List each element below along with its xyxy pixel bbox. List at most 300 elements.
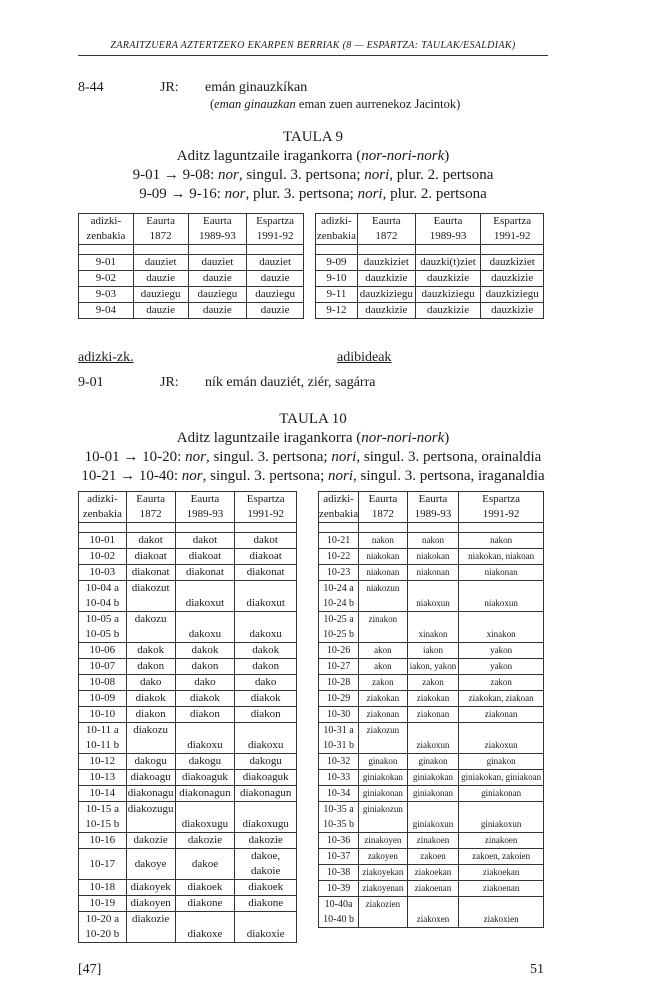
form-number bbox=[79, 896, 127, 912]
form-value: diakonagun bbox=[240, 787, 292, 799]
form-cell bbox=[359, 786, 408, 802]
table-row bbox=[79, 303, 304, 319]
form-cell bbox=[359, 770, 408, 786]
table10-line2 bbox=[78, 448, 548, 467]
form-number bbox=[79, 707, 127, 723]
form-value: giniakoxun bbox=[480, 819, 522, 829]
form-cell bbox=[175, 754, 235, 770]
note-italic: eman ginauzkan bbox=[214, 97, 296, 111]
table-row bbox=[319, 754, 544, 770]
column-header bbox=[133, 214, 188, 245]
column-header-line2: 1989-93 bbox=[414, 508, 452, 520]
form-value: diakoaguk bbox=[182, 771, 228, 783]
form-cell: dauzkizie bbox=[415, 271, 481, 287]
t10-l3d: nori bbox=[328, 468, 354, 484]
form-value: ziakokan, ziakoan bbox=[468, 693, 534, 703]
form-number-line: 10-31 a bbox=[323, 725, 354, 736]
form-cell bbox=[459, 770, 544, 786]
form-cell bbox=[175, 770, 235, 786]
form-cell: dauzie bbox=[247, 271, 304, 287]
t9-l3b: nor bbox=[224, 186, 246, 202]
column-header bbox=[359, 492, 408, 523]
form-number: 9-02 bbox=[79, 271, 134, 287]
form-cell bbox=[407, 549, 458, 565]
form-value: niakozun bbox=[366, 583, 400, 593]
table-row bbox=[79, 833, 297, 849]
form-number-line: 10-15 b bbox=[85, 818, 120, 830]
form-cell: dauzkizie bbox=[415, 303, 481, 319]
subhead-adibideak: adibideak bbox=[337, 350, 392, 365]
form-value: diakoxie bbox=[246, 928, 285, 940]
table-row bbox=[319, 565, 544, 581]
form-cell bbox=[175, 581, 235, 612]
form-cell bbox=[407, 723, 458, 754]
column-header bbox=[357, 214, 415, 245]
form-value: ziakokan bbox=[366, 693, 400, 703]
form-number-line: 10-18 bbox=[89, 881, 116, 893]
form-value: diakozu bbox=[133, 724, 169, 736]
form-cell bbox=[459, 659, 544, 675]
form-number-line: 10-40a bbox=[324, 899, 353, 910]
form-value: ziakoxen bbox=[416, 914, 450, 924]
form-value: dakogu bbox=[134, 755, 167, 767]
form-value: diakoat bbox=[134, 550, 167, 562]
column-header-line1: Eaurta bbox=[203, 215, 232, 227]
form-cell bbox=[459, 849, 544, 865]
form-number bbox=[79, 691, 127, 707]
t9-l2c: , singul. 3. pertsona; bbox=[238, 167, 365, 183]
form-cell bbox=[235, 770, 297, 786]
column-header bbox=[79, 214, 134, 245]
form-number-line: 10-26 bbox=[326, 645, 351, 656]
table-row bbox=[79, 770, 297, 786]
table10-right bbox=[318, 491, 544, 928]
column-header-line1: Eaurta bbox=[433, 215, 463, 227]
form-number-line: 10-25 a bbox=[323, 614, 354, 625]
form-value: diakoxu bbox=[187, 739, 223, 751]
table-spacer-row bbox=[319, 523, 544, 533]
spacer-cell bbox=[175, 523, 235, 533]
form-value: dakozie bbox=[248, 834, 283, 846]
form-value: ziakonan bbox=[416, 709, 450, 719]
form-cell bbox=[407, 707, 458, 723]
form-number bbox=[319, 581, 359, 612]
form-number bbox=[319, 802, 359, 833]
form-number-line: 10-23 bbox=[326, 567, 351, 578]
form-cell bbox=[235, 581, 297, 612]
form-number-line: 10-35 b bbox=[323, 819, 354, 830]
table-row bbox=[316, 271, 544, 287]
form-cell bbox=[359, 754, 408, 770]
spacer-cell bbox=[415, 245, 481, 255]
column-header bbox=[319, 492, 359, 523]
column-header bbox=[481, 214, 544, 245]
form-number-line: 10-06 bbox=[89, 644, 116, 656]
form-number-line: 10-27 bbox=[326, 661, 351, 672]
column-header-line1: Espartza bbox=[482, 493, 521, 505]
table-row bbox=[319, 786, 544, 802]
form-value: dakon bbox=[252, 660, 280, 672]
form-cell bbox=[407, 897, 458, 928]
form-cell: dauziet bbox=[247, 255, 304, 271]
form-value: giniakozun bbox=[362, 804, 403, 814]
form-cell bbox=[459, 833, 544, 849]
form-value: dakoe, dakoie bbox=[251, 850, 281, 877]
t10-l2e: , singul. 3. pertsona, orainaldia bbox=[356, 449, 542, 465]
form-value: diakon bbox=[189, 708, 220, 720]
form-value: ziakonan bbox=[366, 709, 400, 719]
form-value: diakozie bbox=[132, 913, 170, 925]
table-row bbox=[319, 770, 544, 786]
form-value: xinakon bbox=[418, 629, 448, 639]
subhead-adizki: adizki-zk. bbox=[78, 350, 134, 365]
form-number bbox=[79, 723, 127, 754]
form-value: diakoek bbox=[187, 881, 223, 893]
form-cell bbox=[459, 881, 544, 897]
column-header-line1: adizki- bbox=[87, 493, 118, 505]
form-value: yakon bbox=[490, 661, 513, 671]
form-cell bbox=[459, 612, 544, 643]
form-cell bbox=[126, 754, 175, 770]
note-open: ( bbox=[210, 97, 215, 111]
t9-l3d: nori bbox=[357, 186, 383, 202]
form-number bbox=[79, 675, 127, 691]
form-cell bbox=[126, 691, 175, 707]
form-number bbox=[79, 880, 127, 896]
form-cell bbox=[235, 849, 297, 880]
column-header-line2: 1991-92 bbox=[247, 508, 284, 520]
column-header bbox=[175, 492, 235, 523]
form-number bbox=[79, 912, 127, 943]
form-number-line: 10-11 b bbox=[85, 739, 120, 751]
column-header-line1: Eaurta bbox=[190, 493, 220, 505]
form-cell bbox=[235, 912, 297, 943]
form-number bbox=[79, 849, 127, 880]
note-rest: eman zuen aurrenekoz Jacintok) bbox=[295, 97, 461, 111]
table-row bbox=[319, 581, 544, 612]
form-value: diakone bbox=[187, 897, 223, 909]
form-number-line: 10-36 bbox=[326, 835, 351, 846]
form-value: dakot bbox=[253, 534, 278, 546]
form-value: diakok bbox=[250, 692, 281, 704]
form-number bbox=[319, 549, 359, 565]
form-value: diakoyen bbox=[130, 897, 171, 909]
table-row bbox=[319, 659, 544, 675]
form-number-line: 10-04 b bbox=[85, 597, 120, 609]
t10-l3a: 10-21 → 10-40: bbox=[81, 468, 182, 484]
form-value: diakok bbox=[189, 692, 220, 704]
form-cell bbox=[359, 802, 408, 833]
form-cell bbox=[459, 533, 544, 549]
table-row bbox=[319, 643, 544, 659]
table-row bbox=[79, 675, 297, 691]
form-value: diakoxugu bbox=[242, 818, 289, 830]
form-cell bbox=[407, 533, 458, 549]
spacer-cell bbox=[247, 245, 304, 255]
t10-l3b: nor bbox=[181, 468, 203, 484]
form-cell bbox=[235, 880, 297, 896]
table10-heading bbox=[78, 410, 548, 486]
form-cell bbox=[175, 549, 235, 565]
form-cell bbox=[359, 865, 408, 881]
table-row bbox=[79, 643, 297, 659]
form-value: dakot bbox=[138, 534, 163, 546]
form-number-line: 10-31 b bbox=[323, 740, 354, 751]
t9-l3c: , plur. 3. pertsona; bbox=[245, 186, 358, 202]
form-number-line: 10-05 b bbox=[85, 628, 120, 640]
form-cell bbox=[126, 581, 175, 612]
form-cell bbox=[175, 786, 235, 802]
column-header bbox=[459, 492, 544, 523]
form-cell bbox=[126, 880, 175, 896]
form-value: giniakoxun bbox=[412, 819, 454, 829]
form-number bbox=[319, 770, 359, 786]
form-number bbox=[79, 786, 127, 802]
column-header-line2: 1991-92 bbox=[482, 508, 520, 520]
form-cell bbox=[459, 723, 544, 754]
form-cell bbox=[235, 786, 297, 802]
form-number bbox=[79, 770, 127, 786]
form-cell bbox=[175, 896, 235, 912]
table9-left bbox=[78, 213, 304, 319]
form-value: niakokan, niakoan bbox=[468, 551, 535, 561]
form-cell: dauzie bbox=[247, 303, 304, 319]
form-number-line: 10-09 bbox=[89, 692, 116, 704]
t9-l2d: nori bbox=[364, 167, 390, 183]
form-value: niakonan bbox=[484, 567, 518, 577]
form-value: diakonat bbox=[186, 566, 224, 578]
form-number-line: 10-24 a bbox=[323, 583, 354, 594]
form-number-line: 10-15 a bbox=[85, 803, 119, 815]
table-row bbox=[319, 865, 544, 881]
form-value: dako bbox=[194, 676, 216, 688]
form-cell bbox=[359, 849, 408, 865]
column-header bbox=[79, 492, 127, 523]
form-cell bbox=[359, 881, 408, 897]
form-cell bbox=[407, 581, 458, 612]
table-row bbox=[319, 723, 544, 754]
form-number: 9-12 bbox=[316, 303, 358, 319]
column-header-line2: zenbakia bbox=[319, 508, 359, 520]
form-number bbox=[319, 659, 359, 675]
form-cell bbox=[126, 659, 175, 675]
t10-l3e: , singul. 3. pertsona, iraganaldia bbox=[353, 468, 545, 484]
table-row bbox=[79, 271, 304, 287]
form-cell bbox=[126, 549, 175, 565]
form-cell bbox=[235, 533, 297, 549]
form-value: niakonan bbox=[416, 567, 450, 577]
form-value: ziakokan bbox=[416, 693, 450, 703]
form-number bbox=[79, 643, 127, 659]
form-cell bbox=[175, 880, 235, 896]
form-number-line: 10-19 bbox=[89, 897, 116, 909]
form-value: nakon bbox=[371, 535, 394, 545]
t9-l2b: nor bbox=[218, 167, 239, 183]
table9-heading bbox=[78, 128, 548, 204]
form-number-line: 10-02 bbox=[89, 550, 116, 562]
table-row bbox=[79, 849, 297, 880]
form-value: diakoyek bbox=[130, 881, 171, 893]
form-value: ziakoyekan bbox=[362, 867, 404, 877]
form-cell: dauzkizie bbox=[357, 271, 415, 287]
entry-note bbox=[210, 97, 460, 112]
form-value: ziakoyenan bbox=[362, 883, 404, 893]
form-value: giniakokan bbox=[362, 772, 403, 782]
form-number bbox=[319, 849, 359, 865]
column-header bbox=[235, 492, 297, 523]
t9-l3a: 9-09 → 9-16: bbox=[139, 186, 225, 202]
form-number-line: 10-20 b bbox=[85, 928, 120, 940]
form-value: dako bbox=[254, 676, 277, 688]
form-cell bbox=[459, 802, 544, 833]
form-value: dakogu bbox=[249, 755, 282, 767]
form-cell bbox=[235, 659, 297, 675]
form-cell bbox=[359, 565, 408, 581]
form-cell: dauzie bbox=[133, 271, 188, 287]
form-number bbox=[319, 612, 359, 643]
form-value: ziakoxun bbox=[416, 740, 450, 750]
table-header-row bbox=[79, 492, 297, 523]
form-number: 9-11 bbox=[316, 287, 358, 303]
table-row bbox=[79, 723, 297, 754]
t10-l1a: Aditz laguntzaile iragankorra ( bbox=[176, 430, 362, 446]
form-cell bbox=[235, 675, 297, 691]
table-row bbox=[79, 691, 297, 707]
form-number-line: 10-14 bbox=[89, 787, 116, 799]
form-value: ziakoenan bbox=[414, 883, 452, 893]
form-number bbox=[79, 659, 127, 675]
spacer-cell bbox=[319, 523, 359, 533]
form-value: diakoxut bbox=[246, 597, 285, 609]
form-value: giniakonan bbox=[481, 788, 522, 798]
column-header-line2: 1872 bbox=[371, 508, 394, 520]
table-row bbox=[79, 287, 304, 303]
form-cell: dauziegu bbox=[188, 287, 247, 303]
form-cell: dauzkizie bbox=[481, 271, 544, 287]
table-spacer-row bbox=[79, 245, 304, 255]
form-value: diakoat bbox=[249, 550, 282, 562]
table-header-row bbox=[319, 492, 544, 523]
table-row bbox=[319, 675, 544, 691]
form-number-line: 10-40 b bbox=[323, 914, 354, 925]
form-cell: dauzkizie bbox=[357, 303, 415, 319]
column-header bbox=[126, 492, 175, 523]
column-header bbox=[188, 214, 247, 245]
form-value: diakonagun bbox=[179, 787, 231, 799]
form-cell bbox=[459, 549, 544, 565]
form-value: giniakokan bbox=[412, 772, 453, 782]
form-value: dakoxu bbox=[249, 628, 282, 640]
form-cell bbox=[359, 833, 408, 849]
form-cell bbox=[459, 581, 544, 612]
form-value: ginakon bbox=[418, 756, 448, 766]
table-row bbox=[79, 786, 297, 802]
spacer-cell bbox=[359, 523, 408, 533]
t9-l2e: , plur. 2. pertsona bbox=[389, 167, 494, 183]
form-cell bbox=[126, 723, 175, 754]
form-value: zakon bbox=[490, 677, 512, 687]
form-cell: dauzkiziet bbox=[357, 255, 415, 271]
form-cell: dauzkiziegu bbox=[357, 287, 415, 303]
entry2-number: 9-01 bbox=[78, 375, 104, 390]
form-cell bbox=[175, 723, 235, 754]
form-number bbox=[319, 707, 359, 723]
form-number bbox=[319, 865, 359, 881]
form-value: dakogu bbox=[188, 755, 222, 767]
form-cell bbox=[407, 881, 458, 897]
spacer-cell bbox=[459, 523, 544, 533]
table10-title: TAULA 10 bbox=[279, 411, 347, 427]
form-cell bbox=[235, 549, 297, 565]
form-number bbox=[79, 549, 127, 565]
form-cell bbox=[359, 691, 408, 707]
form-value: giniakonan bbox=[362, 788, 403, 798]
form-value: diakoaguk bbox=[242, 771, 289, 783]
form-number-line: 10-35 a bbox=[323, 804, 354, 815]
table-row bbox=[79, 549, 297, 565]
form-number: 9-03 bbox=[79, 287, 134, 303]
table-row bbox=[319, 897, 544, 928]
form-number-line: 10-30 bbox=[326, 709, 351, 720]
form-cell bbox=[235, 707, 297, 723]
form-number-line: 10-11 a bbox=[85, 724, 119, 736]
column-header-line2: 1991-92 bbox=[256, 230, 294, 242]
header-rule bbox=[78, 55, 548, 56]
form-number bbox=[319, 833, 359, 849]
form-cell bbox=[459, 754, 544, 770]
column-header bbox=[316, 214, 358, 245]
form-value: diakok bbox=[135, 692, 166, 704]
column-header-line1: Eaurta bbox=[136, 493, 165, 505]
form-number bbox=[319, 643, 359, 659]
form-cell bbox=[235, 643, 297, 659]
form-cell bbox=[359, 707, 408, 723]
table-row bbox=[79, 896, 297, 912]
form-cell: dauzkiziegu bbox=[481, 287, 544, 303]
table9-line2 bbox=[78, 166, 548, 185]
form-cell bbox=[359, 533, 408, 549]
t10-l2b: nor bbox=[185, 449, 206, 465]
form-cell: dauzkizie bbox=[481, 303, 544, 319]
form-cell bbox=[459, 786, 544, 802]
form-cell bbox=[126, 896, 175, 912]
form-number bbox=[319, 754, 359, 770]
spacer-cell bbox=[188, 245, 247, 255]
form-value: zakon bbox=[422, 677, 444, 687]
form-cell bbox=[175, 675, 235, 691]
form-value: ziakoekan bbox=[414, 867, 452, 877]
form-cell bbox=[459, 565, 544, 581]
table-row bbox=[319, 849, 544, 865]
form-number bbox=[79, 833, 127, 849]
form-number-line: 10-08 bbox=[89, 676, 116, 688]
column-header-line1: Espartza bbox=[493, 215, 532, 227]
form-number: 9-09 bbox=[316, 255, 358, 271]
column-header-line2: zenbakia bbox=[82, 508, 122, 520]
column-header-line2: 1872 bbox=[139, 508, 162, 520]
form-cell bbox=[407, 675, 458, 691]
column-header-line1: adizki- bbox=[90, 215, 122, 227]
form-cell bbox=[235, 612, 297, 643]
form-number bbox=[79, 533, 127, 549]
form-number-line: 10-13 bbox=[89, 771, 116, 783]
form-cell bbox=[459, 707, 544, 723]
column-header-line1: Eaurta bbox=[146, 215, 175, 227]
form-value: dakok bbox=[252, 644, 280, 656]
form-value: dako bbox=[139, 676, 162, 688]
form-cell bbox=[359, 897, 408, 928]
spacer-cell bbox=[79, 245, 134, 255]
